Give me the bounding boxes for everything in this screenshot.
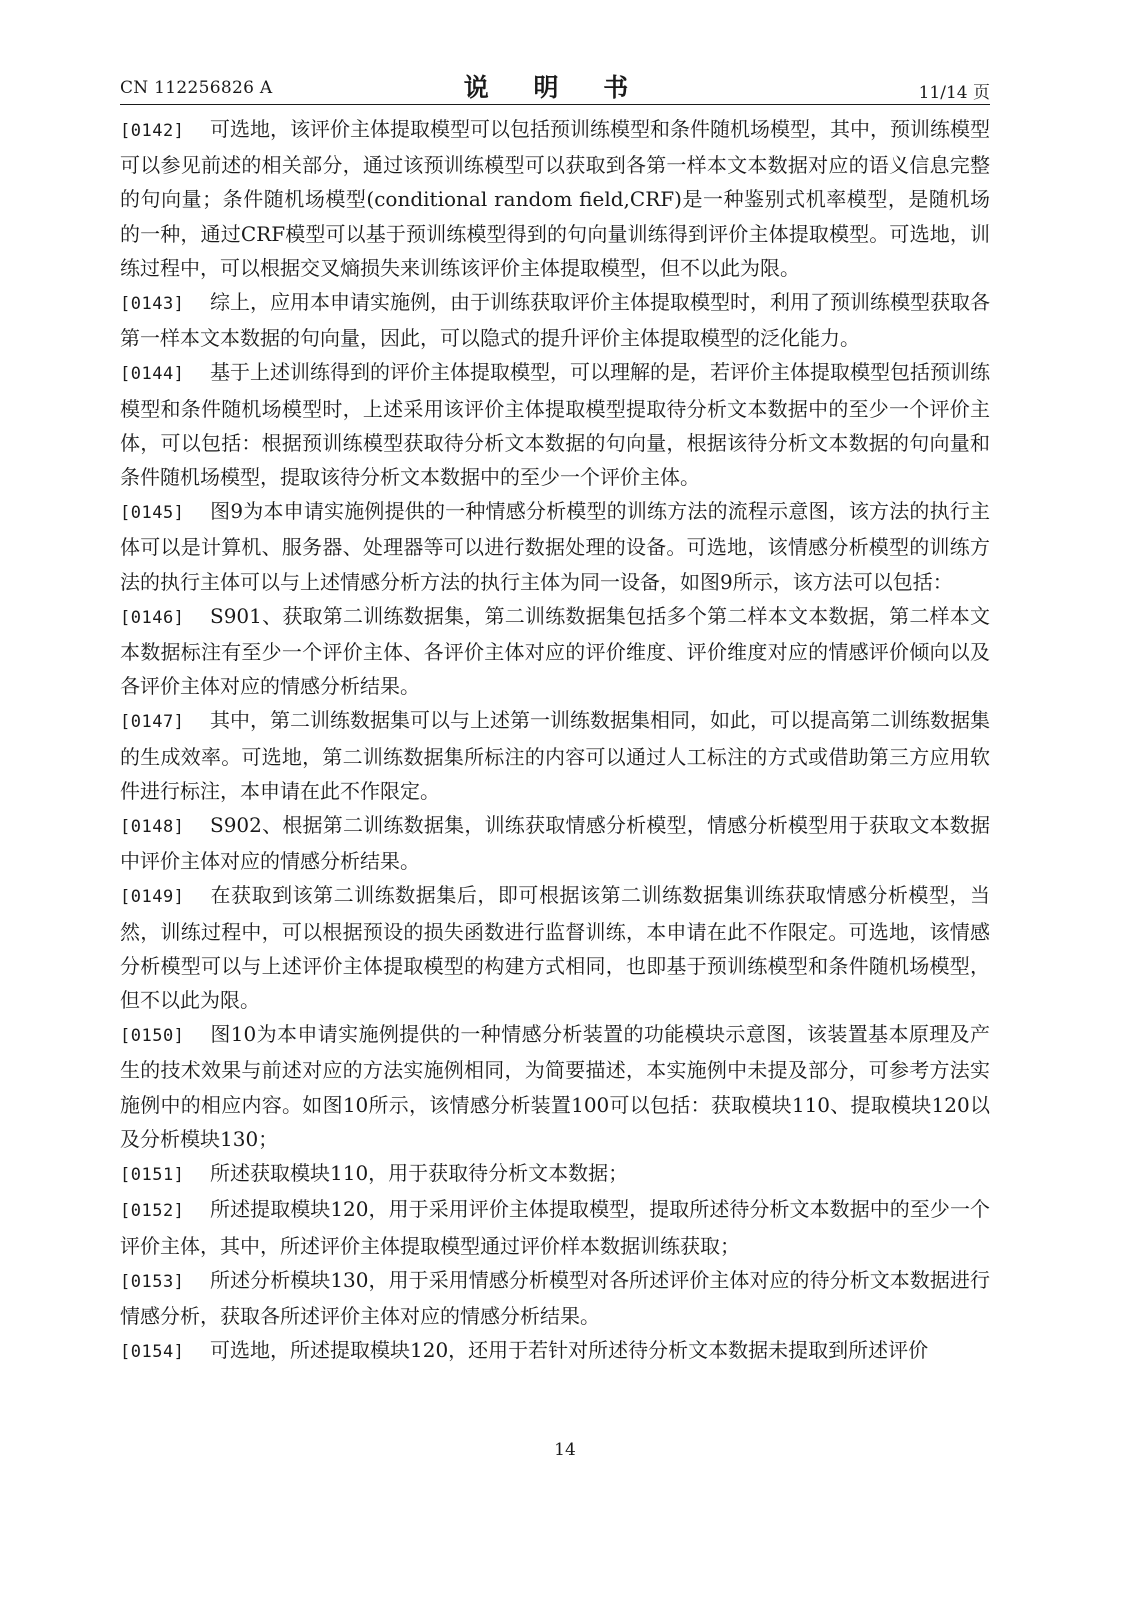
paragraph-number: [0148]: [120, 817, 185, 838]
paragraph-text: 可选地，所述提取模块120，还用于若针对所述待分析文本数据未提取到所述评价: [210, 1338, 929, 1363]
paragraph-text: S902、根据第二训练数据集，训练获取情感分析模型，情感分析模型用于获取文本数据中评价主体对应的情感分析结果。: [120, 813, 990, 874]
paragraph-number: [0151]: [120, 1165, 185, 1186]
page-count: 11/14 页: [918, 83, 990, 103]
paragraph: [120, 1156, 990, 1192]
paragraph: [120, 1192, 990, 1262]
paragraph-number: [0153]: [120, 1271, 185, 1292]
paragraph: [120, 1263, 990, 1333]
page-header: [120, 68, 990, 102]
paragraph-number: [0154]: [120, 1342, 185, 1363]
paragraph: [120, 112, 990, 285]
paragraph-text: 可选地，该评价主体提取模型可以包括预训练模型和条件随机场模型，其中，预训练模型可以参见前述的相关部分，通过该预训练模型可以获取到各第一样本文本数据对应的语义信息完整的句向量；条件随机场模型(conditional random field,CRF)是一种鉴别式机率模型，是随机场的一种，通过CRF模型可以基于预训练模型得到的句向量训练得到评价主体提取模型。可选地，训练过程中，可以根据交叉熵损失来训练该评价主体提取模型，但不以此为限。: [120, 117, 990, 280]
paragraph-text: 所述获取模块110，用于获取待分析文本数据；: [210, 1161, 629, 1186]
paragraph-text: 在获取到该第二训练数据集后，即可根据该第二训练数据集训练获取情感分析模型，当然，训练过程中，可以根据预设的损失函数进行监督训练，本申请在此不作限定。可选地，该情感分析模型可以与上述评价主体提取模型的构建方式相同，也即基于预训练模型和条件随机场模型，但不以此为限。: [120, 883, 990, 1013]
paragraph-number: [0146]: [120, 607, 185, 628]
paragraph: [120, 285, 990, 355]
page-number: 14: [554, 1440, 576, 1460]
paragraph-text: 综上，应用本申请实施例，由于训练获取评价主体提取模型时，利用了预训练模型获取各第一样本文本数据的句向量，因此，可以隐式的提升评价主体提取模型的泛化能力。: [120, 290, 990, 351]
paragraph-text: 图9为本申请实施例提供的一种情感分析模型的训练方法的流程示意图，该方法的执行主体可以是计算机、服务器、处理器等可以进行数据处理的设备。可选地，该情感分析模型的训练方法的执行主体可以与上述情感分析方法的执行主体为同一设备，如图9所示，该方法可以包括：: [120, 499, 990, 594]
header-rule: [120, 104, 990, 105]
paragraph: [120, 808, 990, 878]
paragraph-text: S901、获取第二训练数据集，第二训练数据集包括多个第二样本文本数据，第二样本文本数据标注有至少一个评价主体、各评价主体对应的评价维度、评价维度对应的情感评价倾向以及各评价主体对应的情感分析结果。: [120, 603, 990, 699]
paragraph: [120, 878, 990, 1017]
paragraph: [120, 355, 990, 494]
paragraph-number: [0150]: [120, 1026, 185, 1047]
paragraph: [120, 599, 990, 704]
paragraph-number: [0145]: [120, 503, 185, 524]
paragraph-text: 基于上述训练得到的评价主体提取模型，可以理解的是，若评价主体提取模型包括预训练模型和条件随机场模型时，上述采用该评价主体提取模型提取待分析文本数据中的至少一个评价主体，可以包括：根据预训练模型获取待分析文本数据的句向量，根据该待分析文本数据的句向量和条件随机场模型，提取该待分析文本数据中的至少一个评价主体。: [120, 360, 990, 490]
paragraph: [120, 1333, 990, 1369]
paragraph-number: [0152]: [120, 1201, 185, 1222]
paragraph-text: 所述提取模块120，用于采用评价主体提取模型，提取所述待分析文本数据中的至少一个评价主体，其中，所述评价主体提取模型通过评价样本数据训练获取；: [120, 1197, 990, 1258]
paragraph-text: 图10为本申请实施例提供的一种情感分析装置的功能模块示意图，该装置基本原理及产生的技术效果与前述对应的方法实施例相同，为简要描述，本实施例中未提及部分，可参考方法实施例中的相应内容。如图10所示，该情感分析装置100可以包括：获取模块110、提取模块120以及分析模块130；: [120, 1022, 990, 1151]
document-number: CN 112256826 A: [120, 78, 273, 98]
paragraph-number: [0149]: [120, 887, 185, 908]
paragraph-number: [0143]: [120, 294, 185, 315]
paragraph: [120, 494, 990, 599]
paragraph-number: [0144]: [120, 364, 185, 385]
paragraph: [120, 1017, 990, 1156]
paragraph-number: [0142]: [120, 121, 185, 141]
paragraph-text: 其中，第二训练数据集可以与上述第一训练数据集相同，如此，可以提高第二训练数据集的生成效率。可选地，第二训练数据集所标注的内容可以通过人工标注的方式或借助第三方应用软件进行标注，本申请在此不作限定。: [120, 708, 990, 803]
paragraph: [120, 703, 990, 808]
document-body: [120, 112, 990, 1369]
page-title: 说 明 书: [463, 73, 647, 102]
paragraph-number: [0147]: [120, 712, 185, 733]
paragraph-text: 所述分析模块130，用于采用情感分析模型对各所述评价主体对应的待分析文本数据进行情感分析，获取各所述评价主体对应的情感分析结果。: [120, 1267, 990, 1328]
